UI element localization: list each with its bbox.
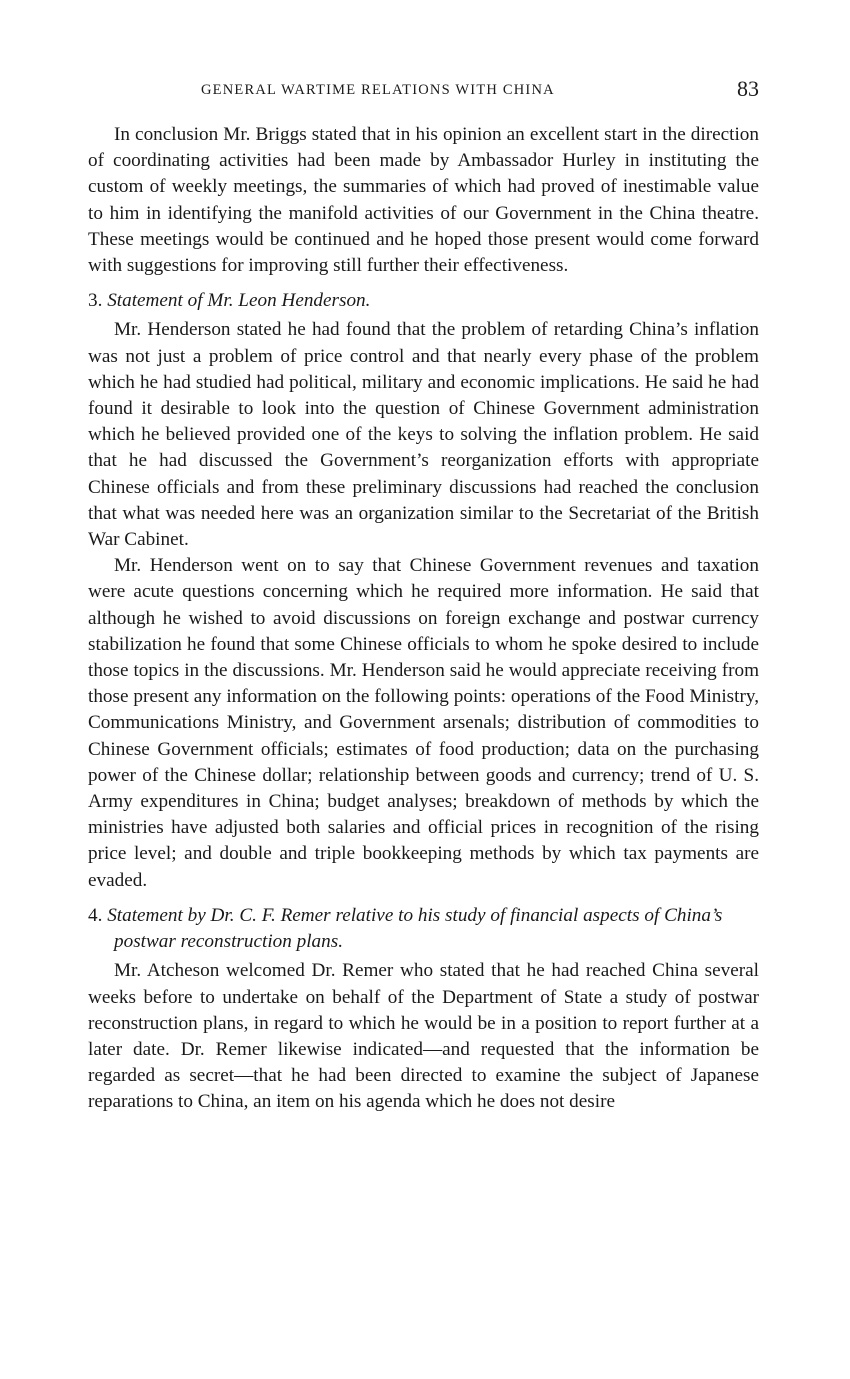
running-head: GENERAL WARTIME RELATIONS WITH CHINA: [201, 82, 555, 98]
document-page: [88, 76, 759, 1116]
section-title: Statement by Dr. C. F. Remer relative to his study of financial aspects of China’s postwar reconstruction plans.: [107, 904, 723, 953]
section-number: 4.: [88, 904, 103, 926]
section-heading-3: [88, 288, 759, 314]
page-header: [88, 76, 759, 108]
page-number: 83: [737, 76, 759, 101]
section-title: Statement of Mr. Leon Henderson.: [107, 290, 371, 312]
paragraph-henderson-inflation: Mr. Henderson stated he had found that the problem of retarding China’s inflation was not just a problem of price control and that nearly every phase of the problem which he had studied had political, military and economic implications. He said he had found it desirable to look into the question of Chinese Government administration which he believed provided one of the keys to solving the inflation problem. He said that he had discussed the Government’s reorganization efforts with appropriate Chinese officials and from these preliminary discussions had reached the conclusion that what was needed here was an organization similar to the Secretariat of the British War Cabinet.: [88, 319, 759, 551]
section-number: 3.: [88, 290, 103, 312]
paragraph-briggs-conclusion: In conclusion Mr. Briggs stated that in his opinion an excellent start in the direction of coordinating activities had been made by Ambassador Hurley in instituting the custom of weekly meetings, the summaries of which had proved of inestimable value to him in identifying the manifold activities of our Government in the China theatre. These meetings would be continued and he hoped those present would come forward with suggestions for improving still further their effectiveness.: [88, 124, 759, 277]
paragraph-henderson-revenues: Mr. Henderson went on to say that Chinese Government revenues and taxation were acute questions concerning which he required more information. He said that although he wished to avoid discussions on foreign exchange and postwar currency stabilization he found that some Chinese officials to whom he spoke desired to include those topics in the discussions. Mr. Henderson said he would appreciate receiving from those present any information on the following points: operations of the Food Ministry, Communications Ministry, and Government arsenals; distribution of commodities to Chinese Government officials; estimates of food production; data on the purchasing power of the Chinese dollar; relationship between goods and currency; trend of U. S. Army expenditures in China; budget analyses; breakdown of methods by which the ministries have adjusted both salaries and official prices in recognition of the rising price level; and double and triple bookkeeping methods by which tax payments are evaded.: [88, 555, 759, 891]
paragraph-remer-study: Mr. Atcheson welcomed Dr. Remer who stated that he had reached China several weeks before to undertake on behalf of the Department of State a study of postwar reconstruction plans, in regard to which he would be in a position to report further at a later date. Dr. Remer likewise indicated—and requested that the information be regarded as secret—that he had been directed to examine the subject of Japanese reparations to China, an item on his agenda which he does not desire: [88, 960, 759, 1113]
section-heading-4: [88, 903, 759, 955]
